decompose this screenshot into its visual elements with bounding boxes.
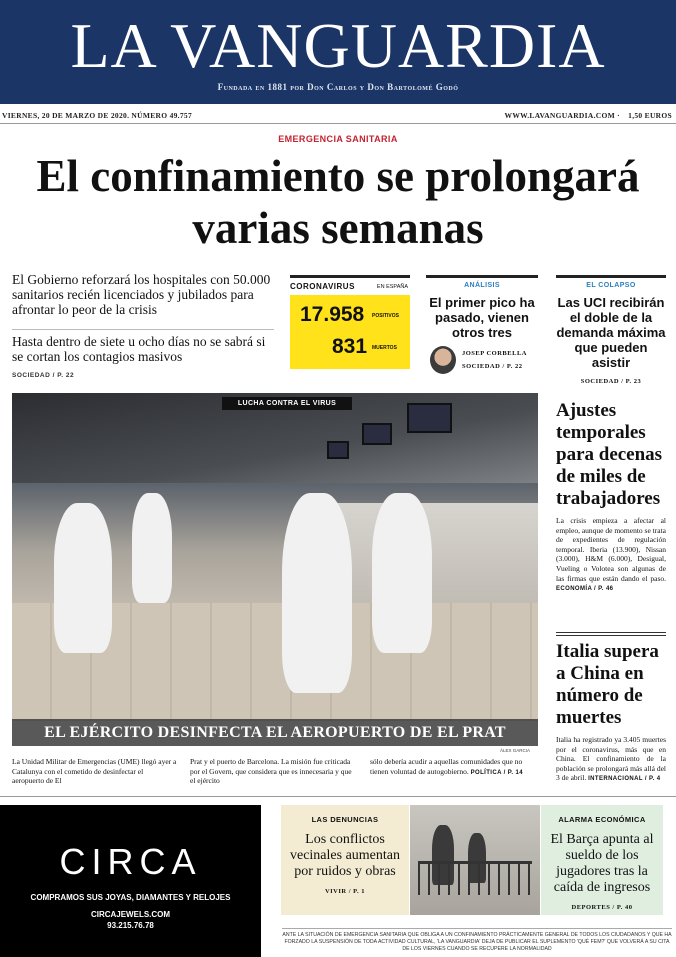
photo-text-col-3-body: sólo debería acudir a aquellas comunidades que no tienen voluntad de autogobierno.: [370, 757, 523, 776]
teaser-denuncias-title: Los conflictos vecinales aumentan por ruidos y obras: [289, 832, 400, 879]
deaths-label: MUERTOS: [372, 345, 397, 351]
photo-text-col-2: Prat y el puerto de Barcelona. La misión fue criticada por el Govern, que considera que es innecesaria y que el ejército: [190, 757, 352, 785]
coronavirus-scope: EN ESPAÑA: [376, 284, 408, 290]
analysis-title[interactable]: El primer pico ha pasado, vienen otros tres: [429, 295, 535, 340]
story-ajustes-body: [556, 516, 666, 595]
photo-soldier: [372, 493, 432, 653]
story-ajustes-section-ref[interactable]: ECONOMÍA / P. 46: [556, 586, 614, 593]
ad-tagline: COMPRAMOS SUS JOYAS, DIAMANTES Y RELOJES: [30, 893, 231, 902]
deaths-count: 831: [332, 335, 368, 358]
photo-tag: LUCHA CONTRA EL VIRUS: [222, 397, 352, 410]
author-portrait: [430, 346, 456, 374]
issue-date: VIERNES, 20 DE MARZO DE 2020. NÚMERO 49.757: [2, 111, 192, 120]
teaser-denuncias[interactable]: [281, 805, 409, 915]
lead-sub-2: Hasta dentro de siete u ocho días no se sabrá si se cortan los contagios masivos: [12, 329, 274, 364]
photo-text-col-3: [370, 757, 535, 778]
story-italia: [556, 641, 666, 785]
photo-soldier: [54, 503, 112, 653]
analysis-section-ref[interactable]: SOCIEDAD / P. 22: [462, 363, 523, 370]
lead-headline[interactable]: El confinamiento se prolongará varias semanas: [36, 151, 640, 253]
website-link[interactable]: WWW.LAVANGUARDIA.COM: [504, 111, 615, 120]
story-italia-section-ref[interactable]: INTERNACIONAL / P. 4: [588, 776, 661, 783]
ad-brand-logo: CIRCA: [59, 841, 202, 882]
teaser-alarma-section-ref: DEPORTES / P. 40: [571, 904, 633, 911]
teaser-photo-balcony: [410, 805, 540, 915]
coronavirus-box-header: [290, 275, 410, 295]
photo-text-col-1: La Unidad Militar de Emergencias (UME) llegó ayer a Catalunya con el cometido de desinfectar el aeropuerto de El: [12, 757, 177, 785]
photo-display-screen: [362, 423, 392, 445]
right-column-divider: [556, 632, 666, 636]
lead-sub-1: El Gobierno reforzará los hospitales con 50.000 sanitarios recién licenciados y jubilados para afrontar lo peor de la crisis: [12, 272, 271, 317]
story-italia-body: [556, 735, 666, 785]
positives-count: 17.958: [300, 303, 365, 326]
story-ajustes: [556, 400, 666, 595]
photo-display-screen: [327, 441, 349, 459]
ad-url[interactable]: CIRCAJEWELS.COM: [90, 910, 171, 919]
bottom-band-rule: [0, 796, 676, 797]
story-italia-text: Italia ha registrado ya 3.405 muertes por el coronavirus, más que en China. El confinamiento de la población se prolongará más allá del 3 de abril.: [556, 735, 666, 783]
circa-advertisement[interactable]: [0, 805, 261, 957]
photo-caption: EL EJÉRCITO DESINFECTA EL AEROPUERTO DE EL PRAT: [12, 719, 538, 746]
story-italia-headline[interactable]: Italia supera a China en número de muertes: [556, 641, 659, 728]
teaser-alarma-economica[interactable]: [541, 805, 663, 915]
collapse-section-ref[interactable]: SOCIEDAD / P. 23: [580, 378, 642, 385]
masthead: [0, 0, 676, 104]
coronavirus-stats-box: [290, 275, 410, 373]
lead-photo[interactable]: [12, 393, 538, 721]
teaser-alarma-title: El Barça apunta al sueldo de los jugadores tras la caída de ingresos: [550, 832, 654, 895]
lead-kicker: EMERGENCIA SANITARIA: [278, 134, 398, 144]
collapse-title[interactable]: Las UCI recibirán el doble de la demanda máxima que pueden asistir: [556, 295, 666, 370]
lead-subheads: [12, 272, 274, 383]
photo-soldier: [132, 493, 172, 603]
collapse-label: EL COLAPSO: [556, 275, 666, 289]
separator-dot: ·: [617, 111, 623, 120]
photo-section-ref[interactable]: POLÍTICA / P. 14: [470, 769, 524, 776]
analysis-label: ANÁLISIS: [426, 275, 538, 289]
balcony-railing: [418, 861, 532, 895]
positives-label: POSITIVOS: [372, 313, 399, 319]
collapse-column: [556, 275, 666, 385]
ad-phone: 93.215.76.78: [107, 921, 154, 930]
story-ajustes-headline[interactable]: Ajustes temporales para decenas de miles de trabajadores: [556, 400, 663, 509]
analysis-author: [426, 346, 538, 378]
photo-soldier: [282, 493, 352, 693]
teaser-alarma-label: ALARMA ECONÓMICA: [558, 815, 646, 824]
teaser-denuncias-label: LAS DENUNCIAS: [311, 815, 379, 824]
author-name: JOSEP CORBELLA: [462, 350, 527, 357]
story-ajustes-text: La crisis empieza a afectar al empleo, aunque de momento se trata de expedientes de regulación temporal. Iberia (13.900), Nissan (3.000), H&M (6.000), Desigual, Vueling o Volotea son algunas de las firmas que están dando el paso.: [556, 516, 666, 583]
lead-section-ref[interactable]: SOCIEDAD / P. 22: [12, 372, 75, 379]
price: 1,50 EUROS: [628, 111, 672, 120]
newspaper-logo[interactable]: LA VANGUARDIA: [70, 10, 606, 81]
supplement-notice: ANTE LA SITUACIÓN DE EMERGENCIA SANITARIA QUE OBLIGA A UN CONFINAMIENTO PRÁCTICAMENTE GENERAL DE TODOS LOS CIUDADANOS Y QUE HA FORZADO LA SUSPENSIÓN DE TODA ACTIVIDAD CULTURAL, 'LA VANGUARDIA' DEJA DE PUBLICAR EL SUPLEMENTO 'QUÈ FEM?' QUE VOLVERÁ A SU CITA DE LOS VIERNES CUANDO SE RECUPERE LA NORMALIDAD: [282, 928, 672, 952]
analysis-column: [426, 275, 538, 378]
founded-line: Fundada en 1881 por Don Carlos y Don Bartolomé Godó: [217, 82, 459, 92]
dateline: [0, 106, 676, 124]
coronavirus-figures: [290, 295, 410, 369]
photo-credit: ÀLEX GARCIA: [500, 748, 531, 753]
photo-display-screen: [407, 403, 452, 433]
teaser-denuncias-section-ref: VIVIR / P. 1: [324, 888, 366, 895]
coronavirus-label: CORONAVIRUS: [290, 282, 355, 291]
dateline-right: [505, 111, 672, 120]
